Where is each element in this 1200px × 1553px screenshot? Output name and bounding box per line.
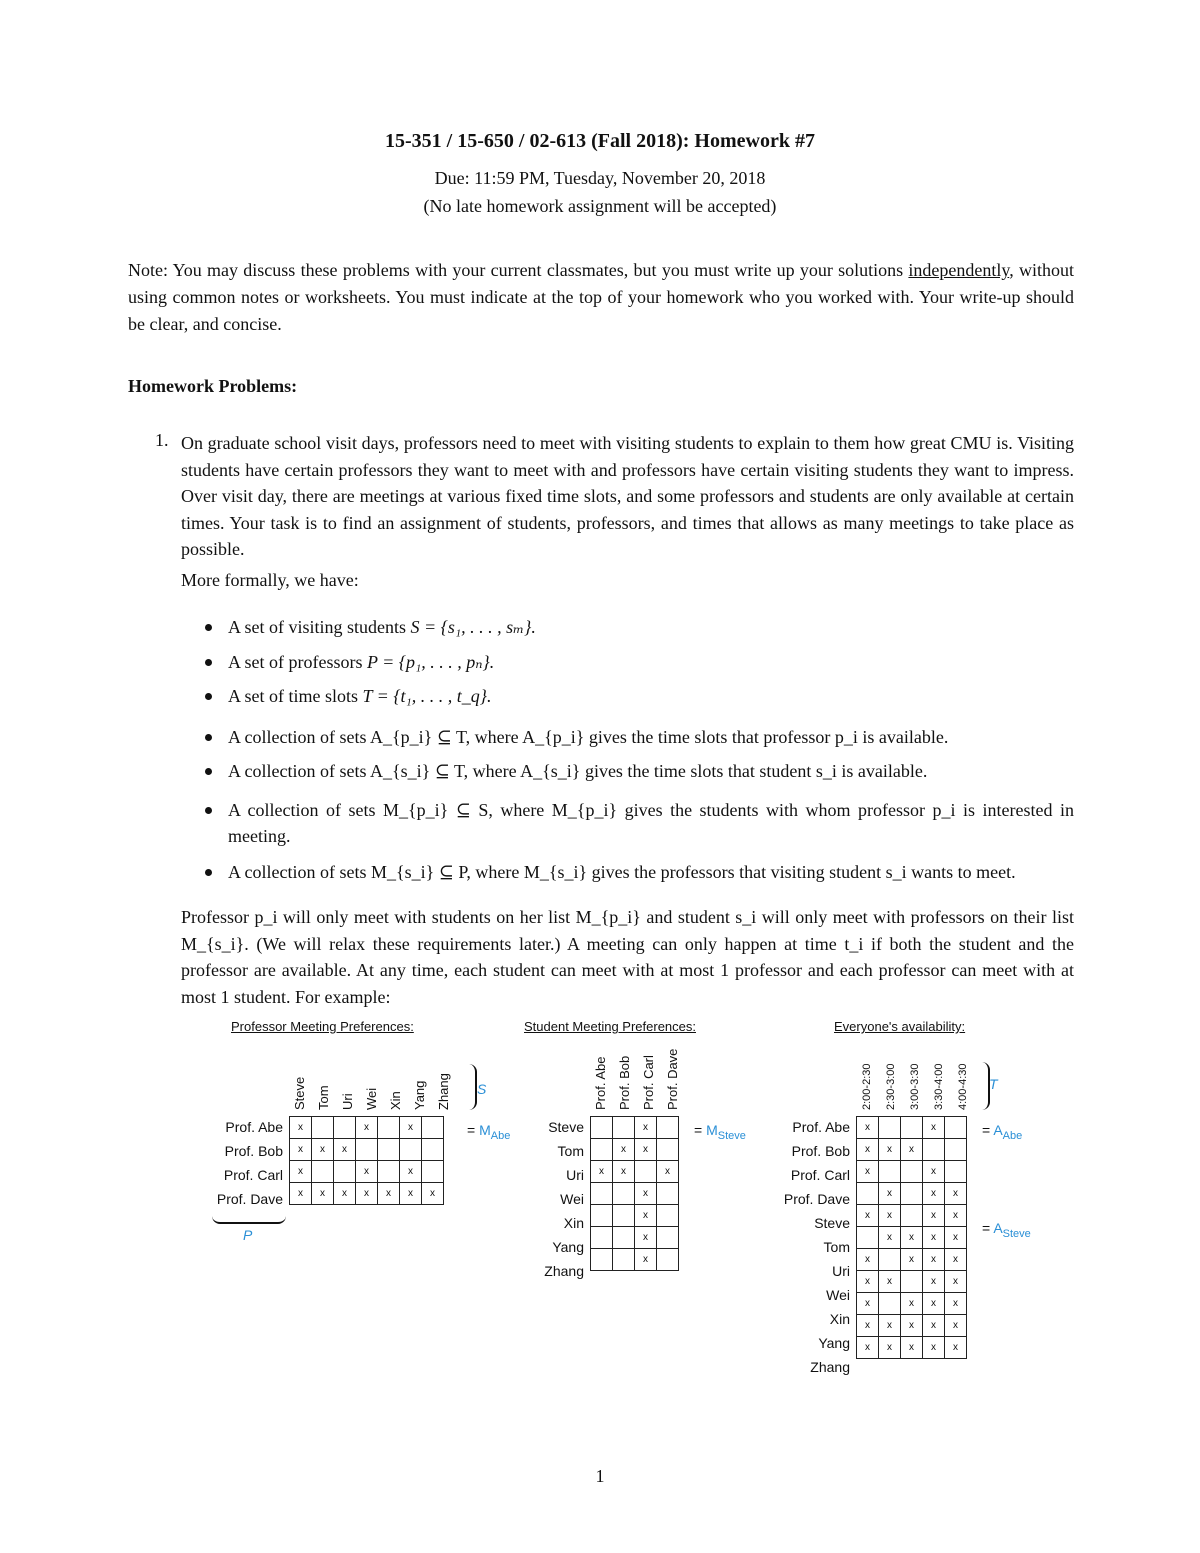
grid-cell	[422, 1161, 444, 1183]
grid-cell	[657, 1249, 679, 1271]
bullet-dot-icon	[205, 624, 212, 631]
row-label: Wei	[560, 1191, 584, 1207]
note-part-2: , without using common notes or worksheets. You must indicate at the top of your homework who you worked with. Your write-up should be clear, and concise.	[128, 260, 1074, 334]
grid-cell: x	[923, 1205, 945, 1227]
grid-cell: x	[923, 1183, 945, 1205]
grid-cell: x	[356, 1183, 378, 1205]
grid-cell	[613, 1249, 635, 1271]
grid-cell	[378, 1139, 400, 1161]
page-number: 1	[595, 1466, 605, 1486]
row-label: Tom	[557, 1143, 584, 1159]
bullet-math: S = {s₁, . . . , sₘ}.	[410, 617, 536, 637]
late-policy: (No late homework assignment will be accepted)	[423, 196, 777, 216]
grid-cell	[591, 1227, 613, 1249]
grid-cell	[591, 1249, 613, 1271]
figure-caption-professor: Professor Meeting Preferences:	[231, 1019, 414, 1034]
grid-cell: x	[945, 1337, 967, 1359]
grid-cell	[334, 1117, 356, 1139]
row-label: Zhang	[544, 1263, 584, 1279]
set-label-t: T	[989, 1076, 998, 1092]
grid-cell	[356, 1139, 378, 1161]
grid-row	[290, 1183, 444, 1205]
grid-cell: x	[879, 1227, 901, 1249]
grid-cell	[657, 1183, 679, 1205]
grid-row	[591, 1139, 679, 1161]
grid-cell: x	[635, 1183, 657, 1205]
column-label: Zhang	[436, 1073, 451, 1110]
bullet-dot-icon	[205, 693, 212, 700]
grid-row	[591, 1161, 679, 1183]
grid-cell: x	[879, 1271, 901, 1293]
grid-cell: x	[879, 1139, 901, 1161]
grid-cell: x	[857, 1315, 879, 1337]
grid-cell: x	[901, 1315, 923, 1337]
grid-cell: x	[857, 1117, 879, 1139]
grid-cell	[378, 1161, 400, 1183]
grid-row	[591, 1205, 679, 1227]
grid-cell: x	[356, 1117, 378, 1139]
bullet-math: P = {p₁, . . . , pₙ}.	[366, 652, 495, 672]
grid-cell: x	[613, 1139, 635, 1161]
column-label: Prof. Bob	[617, 1055, 632, 1110]
grid-cell	[879, 1117, 901, 1139]
grid-cell: x	[591, 1161, 613, 1183]
grid-cell: x	[945, 1293, 967, 1315]
grid-cell: x	[923, 1337, 945, 1359]
grid-cell: x	[857, 1271, 879, 1293]
grid-row	[857, 1293, 967, 1315]
grid-cell	[857, 1227, 879, 1249]
grid-cell: x	[290, 1161, 312, 1183]
grid-cell: x	[945, 1205, 967, 1227]
grid-row	[857, 1183, 967, 1205]
grid-cell	[591, 1205, 613, 1227]
grid-cell: x	[400, 1117, 422, 1139]
problem-closing: Professor p_i will only meet with students on her list M_{p_i} and student s_i will only meet with professors on their list M_{s_i}. (We will relax these requirements later.) A meeting can only happen at time t_i if both the student and the professor are available. At any time, each student can meet with at most 1 professor and each professor can meet with at most 1 student. For example:	[181, 907, 1074, 1007]
grid-row	[857, 1139, 967, 1161]
grid-cell: x	[945, 1249, 967, 1271]
grid-cell: x	[334, 1183, 356, 1205]
row-label: Steve	[814, 1215, 850, 1231]
grid-row	[857, 1161, 967, 1183]
grid-cell: x	[378, 1183, 400, 1205]
bullet-text: A collection of sets M_{p_i} ⊆ S, where M_{p_i} gives the students with whom professor p_i is interested in meeting.	[228, 800, 1074, 846]
grid-cell: x	[857, 1249, 879, 1271]
figure-caption-availability: Everyone's availability:	[834, 1019, 966, 1034]
grid-cell: x	[635, 1117, 657, 1139]
grid-cell: x	[857, 1205, 879, 1227]
grid-row	[857, 1337, 967, 1359]
grid-cell	[945, 1139, 967, 1161]
row-label: Prof. Carl	[790, 1167, 850, 1183]
brace-icon	[467, 1064, 477, 1110]
grid-cell: x	[923, 1161, 945, 1183]
grid-cell	[400, 1139, 422, 1161]
grid-cell: x	[901, 1293, 923, 1315]
bullet-dot-icon	[205, 807, 212, 814]
grid-cell: x	[290, 1139, 312, 1161]
grid-cell	[657, 1139, 679, 1161]
grid-cell: x	[901, 1249, 923, 1271]
grid-cell: x	[400, 1183, 422, 1205]
grid-cell: x	[945, 1183, 967, 1205]
row-label: Prof. Bob	[791, 1143, 850, 1159]
grid-row	[857, 1117, 967, 1139]
grid-row	[591, 1249, 679, 1271]
grid-cell	[657, 1205, 679, 1227]
grid-cell: x	[923, 1315, 945, 1337]
column-label: Wei	[364, 1087, 379, 1110]
row-label: Tom	[823, 1239, 850, 1255]
grid-cell: x	[635, 1139, 657, 1161]
bullet-math: T = {t₁, . . . , t_q}.	[362, 686, 492, 706]
grid-row	[857, 1271, 967, 1293]
row-label: Prof. Bob	[224, 1143, 283, 1159]
grid-cell	[591, 1139, 613, 1161]
grid-row	[857, 1205, 967, 1227]
bullet-dot-icon	[205, 869, 212, 876]
grid-cell: x	[635, 1205, 657, 1227]
grid-cell	[901, 1117, 923, 1139]
grid-cell: x	[901, 1139, 923, 1161]
grid-cell: x	[422, 1183, 444, 1205]
grid-cell: x	[657, 1161, 679, 1183]
grid-row	[290, 1139, 444, 1161]
grid-cell	[613, 1227, 635, 1249]
column-label: 2:30-3:00	[885, 1063, 897, 1110]
row-label: Prof. Abe	[792, 1119, 850, 1135]
grid-row	[290, 1161, 444, 1183]
grid-cell	[879, 1161, 901, 1183]
bullet-text: A set of professors	[228, 652, 367, 672]
bullet-dot-icon	[205, 768, 212, 775]
grid-cell	[613, 1117, 635, 1139]
grid-cell: x	[923, 1249, 945, 1271]
grid-cell: x	[901, 1337, 923, 1359]
column-label: 4:00-4:30	[957, 1063, 969, 1110]
more-formally: More formally, we have:	[181, 570, 359, 590]
row-label: Prof. Dave	[216, 1191, 283, 1207]
note-underlined: independently	[908, 260, 1010, 280]
grid-cell	[657, 1117, 679, 1139]
grid-cell: x	[356, 1161, 378, 1183]
grid-cell	[591, 1117, 613, 1139]
grid-cell: x	[635, 1227, 657, 1249]
grid-row	[857, 1227, 967, 1249]
set-label-a-steve: = $A_{Steve}$	[982, 1220, 1031, 1240]
grid-cell: x	[312, 1139, 334, 1161]
row-label: Prof. Dave	[783, 1191, 850, 1207]
problem-number: 1.	[155, 430, 169, 450]
grid-cell: x	[923, 1293, 945, 1315]
row-label: Prof. Abe	[225, 1119, 283, 1135]
page-title: 15-351 / 15-650 / 02-613 (Fall 2018): Homework #7	[385, 130, 815, 152]
grid-cell	[613, 1205, 635, 1227]
column-label: Prof. Abe	[593, 1056, 608, 1110]
preference-grid	[289, 1116, 444, 1205]
set-label-m-abe: = $M_{Abe}$	[467, 1122, 511, 1142]
grid-cell: x	[635, 1249, 657, 1271]
grid-cell	[901, 1183, 923, 1205]
grid-cell	[334, 1161, 356, 1183]
grid-cell: x	[312, 1183, 334, 1205]
grid-cell	[879, 1249, 901, 1271]
column-label: Steve	[292, 1076, 307, 1110]
grid-cell: x	[857, 1161, 879, 1183]
column-label: Prof. Carl	[641, 1055, 656, 1110]
grid-row	[857, 1315, 967, 1337]
column-label: 2:00-2:30	[861, 1063, 873, 1110]
bullet-text: A collection of sets M_{s_i} ⊆ P, where M_{s_i} gives the professors that visiting student s_i wants to meet.	[228, 862, 1016, 882]
grid-cell: x	[857, 1293, 879, 1315]
grid-cell: x	[613, 1161, 635, 1183]
due-date: Due: 11:59 PM, Tuesday, November 20, 2018	[434, 168, 766, 188]
grid-cell: x	[879, 1183, 901, 1205]
grid-cell	[422, 1117, 444, 1139]
section-title: Homework Problems:	[128, 376, 298, 396]
column-label: Prof. Dave	[665, 1048, 680, 1110]
bullet-text: A set of visiting students	[228, 617, 411, 637]
set-label-p: P	[243, 1227, 253, 1243]
grid-cell	[901, 1161, 923, 1183]
preference-grid	[856, 1116, 967, 1359]
row-label: Steve	[548, 1119, 584, 1135]
set-label-m-steve: = $M_{Steve}$	[694, 1122, 746, 1142]
grid-row	[857, 1249, 967, 1271]
grid-cell: x	[923, 1227, 945, 1249]
set-label-s: S	[477, 1081, 487, 1097]
row-label: Yang	[552, 1239, 584, 1255]
row-label: Yang	[818, 1335, 850, 1351]
row-label: Xin	[563, 1215, 584, 1231]
bullet-dot-icon	[205, 659, 212, 666]
collaboration-note	[128, 257, 1074, 338]
column-label: Tom	[316, 1085, 331, 1110]
grid-cell	[422, 1139, 444, 1161]
grid-cell	[635, 1161, 657, 1183]
grid-cell: x	[290, 1117, 312, 1139]
grid-cell	[945, 1161, 967, 1183]
column-label: Xin	[388, 1091, 403, 1110]
grid-cell: x	[945, 1271, 967, 1293]
column-label: 3:30-4:00	[933, 1063, 945, 1110]
bullet-text: A collection of sets A_{s_i} ⊆ T, where A_{s_i} gives the time slots that student s_i is available.	[228, 761, 928, 781]
grid-cell: x	[857, 1337, 879, 1359]
grid-cell: x	[879, 1337, 901, 1359]
bullet-dot-icon	[205, 734, 212, 741]
row-label: Wei	[826, 1287, 850, 1303]
grid-cell: x	[879, 1205, 901, 1227]
note-part-1: Note: You may discuss these problems with your current classmates, but you must write up your solutions	[128, 260, 909, 280]
grid-cell: x	[923, 1271, 945, 1293]
grid-cell	[613, 1183, 635, 1205]
preference-grid	[590, 1116, 679, 1271]
bullet-text: A collection of sets A_{p_i} ⊆ T, where A_{p_i} gives the time slots that professor p_i is available.	[228, 727, 949, 747]
row-label: Xin	[829, 1311, 850, 1327]
grid-cell: x	[901, 1227, 923, 1249]
grid-cell	[312, 1117, 334, 1139]
set-label-a-abe: = $A_{Abe}$	[982, 1122, 1023, 1142]
bullet-text: A set of time slots	[228, 686, 363, 706]
grid-cell: x	[400, 1161, 422, 1183]
grid-cell: x	[945, 1315, 967, 1337]
grid-row	[591, 1117, 679, 1139]
brace-icon	[212, 1214, 286, 1224]
grid-cell	[879, 1293, 901, 1315]
figure-caption-student: Student Meeting Preferences:	[524, 1019, 696, 1034]
grid-cell	[923, 1139, 945, 1161]
row-label: Zhang	[810, 1359, 850, 1375]
grid-cell: x	[923, 1117, 945, 1139]
grid-cell: x	[290, 1183, 312, 1205]
grid-cell: x	[879, 1315, 901, 1337]
grid-cell: x	[945, 1227, 967, 1249]
grid-cell: x	[857, 1139, 879, 1161]
grid-cell	[657, 1227, 679, 1249]
grid-cell	[857, 1183, 879, 1205]
problem-intro: On graduate school visit days, professors need to meet with visiting students to explain to them how great CMU is. Visiting students have certain professors they want to meet with and professors have certain visiting students they want to impress. Over visit day, there are meetings at various fixed time slots, and some professors and students are only available at certain times. Your task is to find an assignment of students, professors, and times that allows as many meetings to take place as possible.	[181, 433, 1074, 559]
column-label: Uri	[340, 1093, 355, 1110]
grid-cell	[312, 1161, 334, 1183]
grid-row	[591, 1183, 679, 1205]
grid-cell	[901, 1205, 923, 1227]
grid-cell	[591, 1183, 613, 1205]
column-label: Yang	[412, 1080, 427, 1110]
grid-row	[591, 1227, 679, 1249]
grid-cell	[901, 1271, 923, 1293]
row-label: Prof. Carl	[223, 1167, 283, 1183]
grid-cell	[945, 1117, 967, 1139]
grid-cell	[378, 1117, 400, 1139]
grid-cell: x	[334, 1139, 356, 1161]
grid-row	[290, 1117, 444, 1139]
row-label: Uri	[566, 1167, 584, 1183]
row-label: Uri	[832, 1263, 850, 1279]
column-label: 3:00-3:30	[909, 1063, 921, 1110]
